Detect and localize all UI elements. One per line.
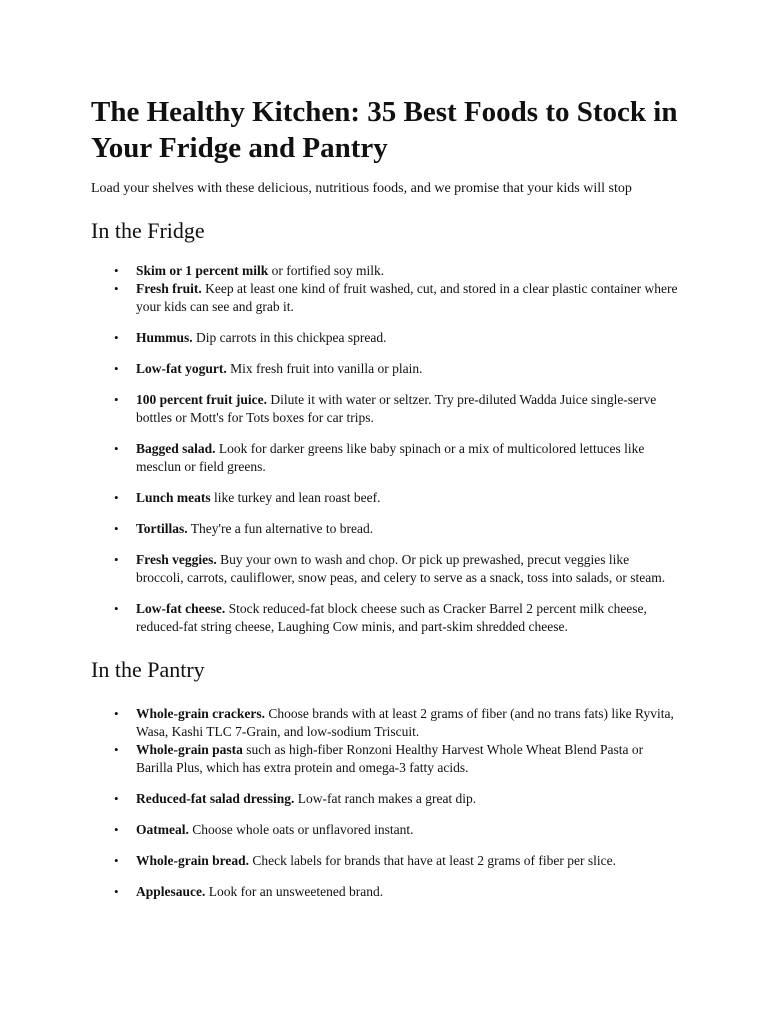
fridge-list <box>91 262 678 636</box>
item-text: Dip carrots in this chickpea spread. <box>192 330 387 345</box>
list-item <box>136 360 678 378</box>
item-term: Low-fat yogurt. <box>136 361 227 376</box>
pantry-heading: In the Pantry <box>91 657 205 682</box>
item-text: Look for an unsweetened brand. <box>205 884 384 899</box>
item-text: They're a fun alternative to bread. <box>187 521 374 536</box>
item-text: Dilute it with water or seltzer. Try pre-diluted Wadda Juice single-serve bottles or Mott's for Tots boxes for car trips. <box>136 392 657 425</box>
item-term: Whole-grain crackers. <box>136 706 265 721</box>
item-term: Fresh veggies. <box>136 552 217 567</box>
list-item <box>136 821 678 839</box>
item-text: Stock reduced-fat block cheese such as Cracker Barrel 2 percent milk cheese, reduced-fat string cheese, Laughing Cow minis, and part-skim shredded cheese. <box>136 601 647 634</box>
item-text: Low-fat ranch makes a great dip. <box>294 791 477 806</box>
item-term: Reduced-fat salad dressing. <box>136 791 295 806</box>
list-item <box>136 489 678 507</box>
item-term: Lunch meats <box>136 490 211 505</box>
list-item <box>136 790 678 808</box>
item-text: Choose whole oats or unflavored instant. <box>188 822 414 837</box>
list-item <box>136 262 678 280</box>
list-item <box>136 520 678 538</box>
item-term: 100 percent fruit juice. <box>136 392 267 407</box>
item-text: Check labels for brands that have at least 2 grams of fiber per slice. <box>249 853 617 868</box>
item-text: or fortified soy milk. <box>268 263 385 278</box>
item-term: Bagged salad. <box>136 441 216 456</box>
item-term: Fresh fruit. <box>136 281 202 296</box>
list-item <box>136 741 678 777</box>
item-term: Low-fat cheese. <box>136 601 226 616</box>
item-term: Applesauce. <box>136 884 206 899</box>
list-item <box>136 551 678 587</box>
item-term: Oatmeal. <box>136 822 189 837</box>
fridge-heading: In the Fridge <box>91 218 205 243</box>
list-item <box>136 440 678 476</box>
item-text: Mix fresh fruit into vanilla or plain. <box>226 361 423 376</box>
item-term: Hummus. <box>136 330 193 345</box>
item-text: like turkey and lean roast beef. <box>210 490 381 505</box>
item-term: Whole-grain pasta <box>136 742 243 757</box>
item-text: Buy your own to wash and chop. Or pick up prewashed, precut veggies like broccoli, carrots, cauliflower, snow peas, and celery to serve as a snack, toss into salads, or steam. <box>136 552 666 585</box>
list-item <box>136 391 678 427</box>
list-item <box>136 600 678 636</box>
item-term: Tortillas. <box>136 521 188 536</box>
list-item <box>136 883 678 901</box>
list-item <box>136 329 678 347</box>
pantry-list <box>91 705 678 901</box>
item-term: Skim or 1 percent milk <box>136 263 269 278</box>
item-text: Keep at least one kind of fruit washed, cut, and stored in a clear plastic container where your kids can see and grab it. <box>136 281 678 314</box>
list-item <box>136 705 678 741</box>
page-title: The Healthy Kitchen: 35 Best Foods to Stock in Your Fridge and Pantry <box>91 96 678 164</box>
intro-paragraph: Load your shelves with these delicious, nutritious foods, and we promise that your kids will stop <box>91 181 632 196</box>
list-item <box>136 280 678 316</box>
item-text: Look for darker greens like baby spinach or a mix of multicolored lettuces like mesclun or field greens. <box>136 441 645 474</box>
item-term: Whole-grain bread. <box>136 853 250 868</box>
list-item <box>136 852 678 870</box>
item-text: Choose brands with at least 2 grams of fiber (and no trans fats) like Ryvita, Wasa, Kashi TLC 7-Grain, and low-sodium Triscuit. <box>136 706 674 739</box>
item-text: such as high-fiber Ronzoni Healthy Harvest Whole Wheat Blend Pasta or Barilla Plus, which has extra protein and omega-3 fatty acids. <box>136 742 644 775</box>
